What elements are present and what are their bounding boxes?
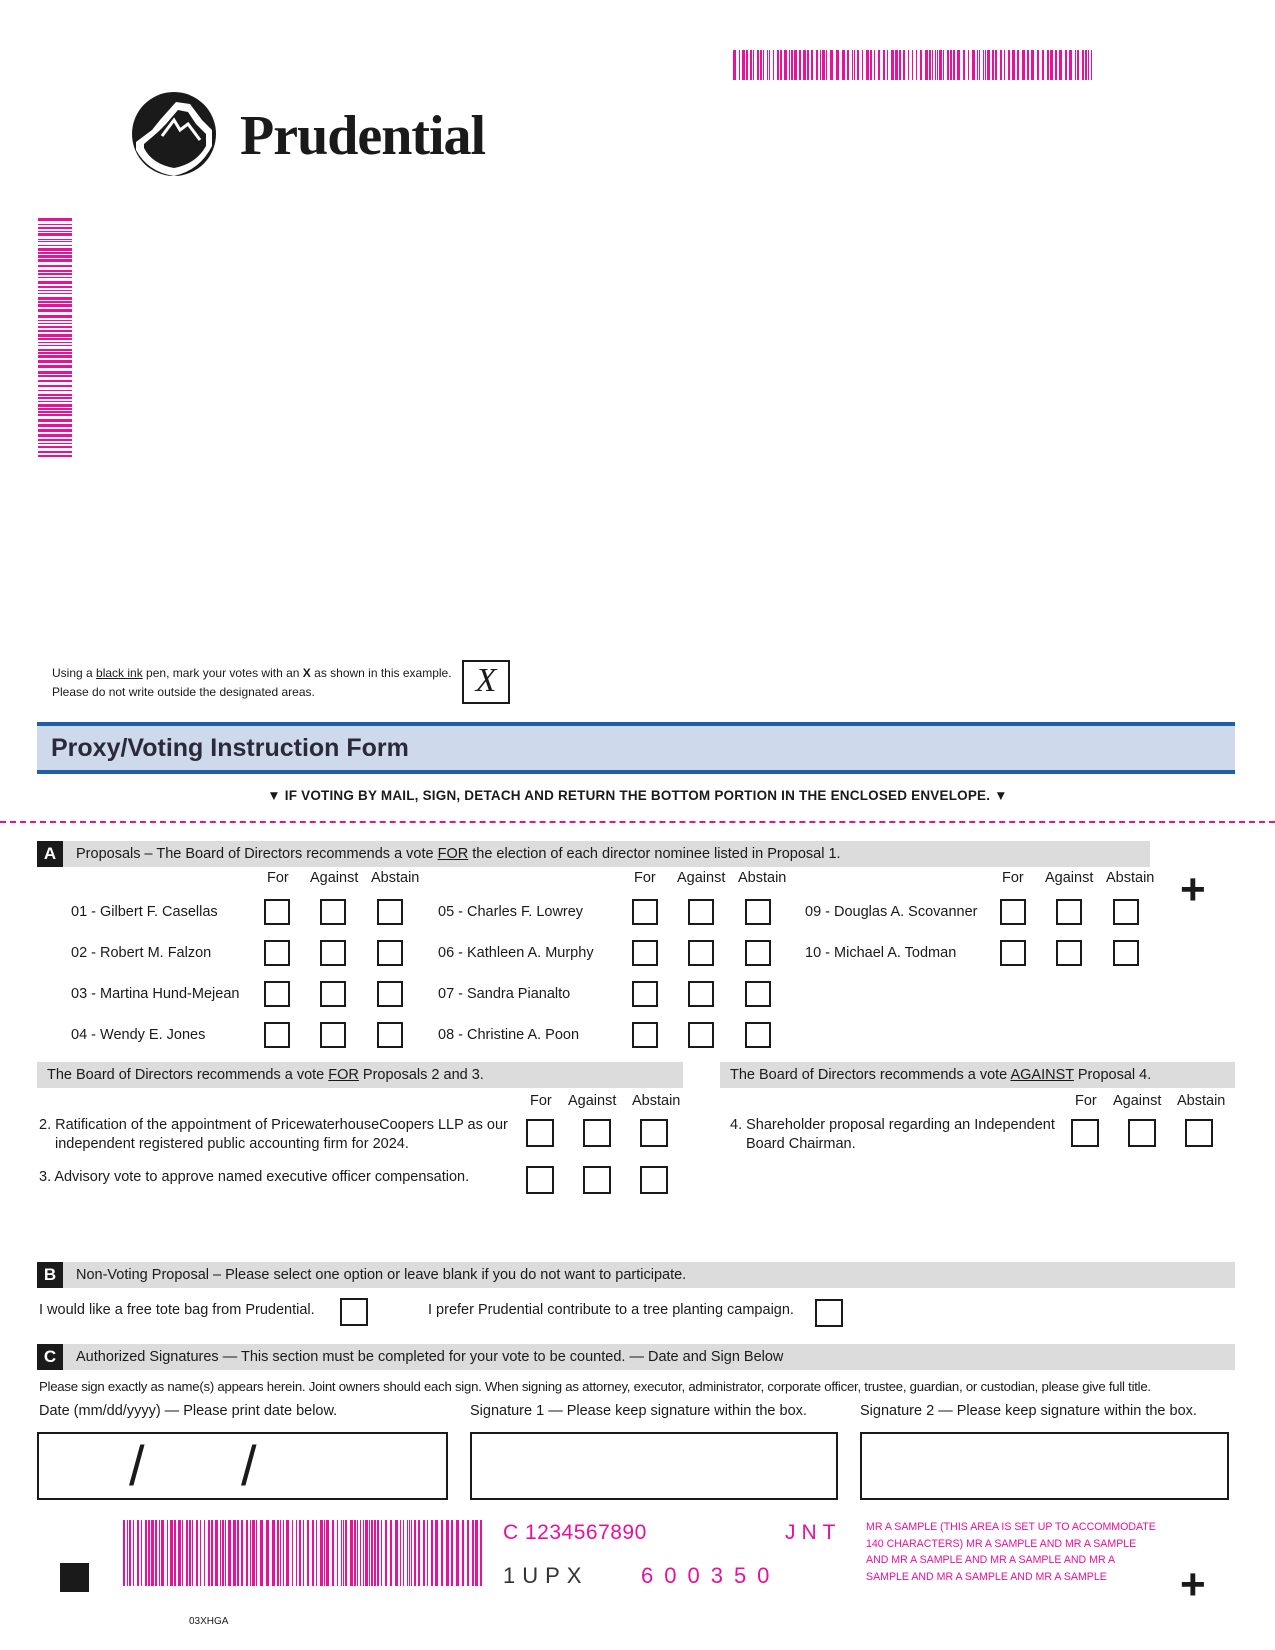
- vote-against-checkbox[interactable]: [320, 940, 346, 966]
- vote-for-checkbox[interactable]: [632, 940, 658, 966]
- col-abstain: Abstain: [1177, 1093, 1226, 1109]
- top-barcode: [733, 50, 1095, 80]
- proposal-4-for-checkbox[interactable]: [1071, 1119, 1099, 1147]
- vote-abstain-checkbox[interactable]: [745, 940, 771, 966]
- prudential-logo: [130, 92, 510, 172]
- example-x-mark: X: [475, 662, 497, 699]
- vote-for-checkbox[interactable]: [264, 899, 290, 925]
- proposal-2-abstain-checkbox[interactable]: [640, 1119, 668, 1147]
- account-code: 600350: [641, 1563, 781, 1588]
- vote-for-checkbox[interactable]: [1000, 940, 1026, 966]
- vote-against-checkbox[interactable]: [688, 1022, 714, 1048]
- col-for: For: [267, 870, 289, 886]
- vote-abstain-checkbox[interactable]: [745, 1022, 771, 1048]
- proposals-2-3-title: The Board of Directors recommends a vote FOR Proposals 2 and 3.: [47, 1067, 484, 1083]
- proposal-4-against-checkbox[interactable]: [1128, 1119, 1156, 1147]
- section-b-letter: B: [37, 1262, 63, 1288]
- proposal-3-abstain-checkbox[interactable]: [640, 1166, 668, 1194]
- vote-abstain-checkbox[interactable]: [745, 981, 771, 1007]
- col-against: Against: [310, 870, 359, 886]
- page-title: Proxy/Voting Instruction Form: [51, 734, 409, 762]
- nominee-02: 02 - Robert M. Falzon: [71, 945, 212, 961]
- down-arrow-icon: ▼: [267, 788, 281, 803]
- vote-abstain-checkbox[interactable]: [377, 899, 403, 925]
- signature-1-label: Signature 1 — Please keep signature within the box.: [470, 1403, 807, 1419]
- vote-for-checkbox[interactable]: [264, 940, 290, 966]
- section-a-letter: A: [37, 841, 63, 867]
- nominee-01: 01 - Gilbert F. Casellas: [71, 904, 218, 920]
- proposal-4-title: The Board of Directors recommends a vote AGAINST Proposal 4.: [730, 1067, 1152, 1083]
- signature-1-box[interactable]: [470, 1432, 838, 1500]
- tote-bag-option-label: I would like a free tote bag from Prudential.: [39, 1302, 315, 1318]
- vote-abstain-checkbox[interactable]: [377, 940, 403, 966]
- col-for: For: [1075, 1093, 1097, 1109]
- control-number: C 1234567890: [503, 1521, 647, 1544]
- col-against: Against: [1045, 870, 1094, 886]
- vote-for-checkbox[interactable]: [632, 899, 658, 925]
- tree-planting-checkbox[interactable]: [815, 1299, 843, 1327]
- date-label: Date (mm/dd/yyyy) — Please print date below.: [39, 1403, 338, 1419]
- col-against: Against: [1113, 1093, 1162, 1109]
- vote-for-checkbox[interactable]: [632, 1022, 658, 1048]
- bottom-barcode: [123, 1520, 483, 1586]
- col-against: Against: [677, 870, 726, 886]
- tree-planting-option-label: I prefer Prudential contribute to a tree planting campaign.: [428, 1302, 794, 1318]
- proposal-3-text: 3. Advisory vote to approve named executive officer compensation.: [39, 1169, 470, 1185]
- nominee-04: 04 - Wendy E. Jones: [71, 1027, 206, 1043]
- col-abstain: Abstain: [371, 870, 420, 886]
- section-c-title: Authorized Signatures — This section must be completed for your vote to be counted. — Date and Sign Below: [76, 1349, 784, 1365]
- signature-instructions: Please sign exactly as name(s) appears herein. Joint owners should each sign. When signing as attorney, executor, administrator, corporate officer, trustee, guardian, or custodian, please give full title.: [39, 1379, 1151, 1394]
- vote-against-checkbox[interactable]: [320, 899, 346, 925]
- signature-2-label: Signature 2 — Please keep signature within the box.: [860, 1403, 1197, 1419]
- nominee-03: 03 - Martina Hund-Mejean: [71, 986, 240, 1002]
- col-for: For: [1002, 870, 1024, 886]
- proposal-4-text: 4. Shareholder proposal regarding an Independent Board Chairman.: [730, 1117, 1055, 1152]
- nominee-07: 07 - Sandra Pianalto: [438, 986, 571, 1002]
- proposal-2-for-checkbox[interactable]: [526, 1119, 554, 1147]
- vote-against-checkbox[interactable]: [320, 981, 346, 1007]
- corner-mark: [60, 1563, 89, 1592]
- col-abstain: Abstain: [738, 870, 787, 886]
- vote-for-checkbox[interactable]: [632, 981, 658, 1007]
- vote-for-checkbox[interactable]: [264, 1022, 290, 1048]
- side-barcode: [38, 218, 72, 458]
- shareholder-address: MR A SAMPLE (THIS AREA IS SET UP TO ACCOMMODATE 140 CHARACTERS) MR A SAMPLE AND MR A SAMPLE AND MR A SAMPLE AND MR A SAMPLE AND MR A SAMPLE AND MR A SAMPLE AND MR A SAMPLE: [866, 1521, 1156, 1583]
- vote-against-checkbox[interactable]: [1056, 899, 1082, 925]
- nominee-05: 05 - Charles F. Lowrey: [438, 904, 584, 920]
- proposal-3-against-checkbox[interactable]: [583, 1166, 611, 1194]
- proposal-4-abstain-checkbox[interactable]: [1185, 1119, 1213, 1147]
- vote-abstain-checkbox[interactable]: [1113, 940, 1139, 966]
- section-c-letter: C: [37, 1344, 63, 1370]
- proposal-2-text: 2. Ratification of the appointment of PricewaterhouseCoopers LLP as our independent registered public accounting firm for 2024.: [39, 1117, 508, 1152]
- signature-2-box[interactable]: [860, 1432, 1229, 1500]
- vote-against-checkbox[interactable]: [688, 981, 714, 1007]
- nominee-09: 09 - Douglas A. Scovanner: [805, 904, 978, 920]
- date-input-box[interactable]: [37, 1432, 448, 1500]
- vote-against-checkbox[interactable]: [688, 899, 714, 925]
- example-mark-box: [462, 660, 510, 704]
- nominee-06: 06 - Kathleen A. Murphy: [438, 945, 594, 961]
- vote-abstain-checkbox[interactable]: [377, 1022, 403, 1048]
- detach-line: [0, 821, 1275, 823]
- col-abstain: Abstain: [632, 1093, 681, 1109]
- proposal-2-against-checkbox[interactable]: [583, 1119, 611, 1147]
- form-code: 03XHGA: [189, 1616, 229, 1627]
- col-for: For: [530, 1093, 552, 1109]
- nominee-08: 08 - Christine A. Poon: [438, 1027, 580, 1043]
- marking-instructions: Using a black ink pen, mark your votes with an X as shown in this example. Please do not write outside the designated areas.: [52, 666, 452, 699]
- vote-against-checkbox[interactable]: [1056, 940, 1082, 966]
- rock-icon: [130, 90, 218, 178]
- section-b-title: Non-Voting Proposal – Please select one option or leave blank if you do not want to participate.: [76, 1267, 687, 1283]
- vote-against-checkbox[interactable]: [688, 940, 714, 966]
- vote-abstain-checkbox[interactable]: [377, 981, 403, 1007]
- date-separator: /: [241, 1434, 257, 1497]
- col-abstain: Abstain: [1106, 870, 1155, 886]
- proposal-3-for-checkbox[interactable]: [526, 1166, 554, 1194]
- date-separator: /: [129, 1434, 145, 1497]
- vote-against-checkbox[interactable]: [320, 1022, 346, 1048]
- col-against: Against: [568, 1093, 617, 1109]
- jnt-code: JNT: [785, 1521, 842, 1544]
- vote-abstain-checkbox[interactable]: [1113, 899, 1139, 925]
- brand-name: Prudential: [240, 105, 486, 167]
- col-for: For: [634, 870, 656, 886]
- tote-bag-checkbox[interactable]: [340, 1298, 368, 1326]
- vote-for-checkbox[interactable]: [264, 981, 290, 1007]
- sequence-code: 1UPX: [503, 1563, 589, 1588]
- nominee-10: 10 - Michael A. Todman: [805, 945, 957, 961]
- registration-plus-mark: +: [1180, 865, 1206, 914]
- vote-abstain-checkbox[interactable]: [745, 899, 771, 925]
- title-bar: [37, 722, 1235, 774]
- down-arrow-icon: ▼: [994, 788, 1008, 803]
- registration-plus-mark: +: [1180, 1560, 1206, 1609]
- mail-notice: ▼ IF VOTING BY MAIL, SIGN, DETACH AND RETURN THE BOTTOM PORTION IN THE ENCLOSED ENVELOPE. ▼: [267, 788, 1008, 803]
- vote-for-checkbox[interactable]: [1000, 899, 1026, 925]
- section-a-title: Proposals – The Board of Directors recommends a vote FOR the election of each director nominee listed in Proposal 1.: [76, 846, 841, 862]
